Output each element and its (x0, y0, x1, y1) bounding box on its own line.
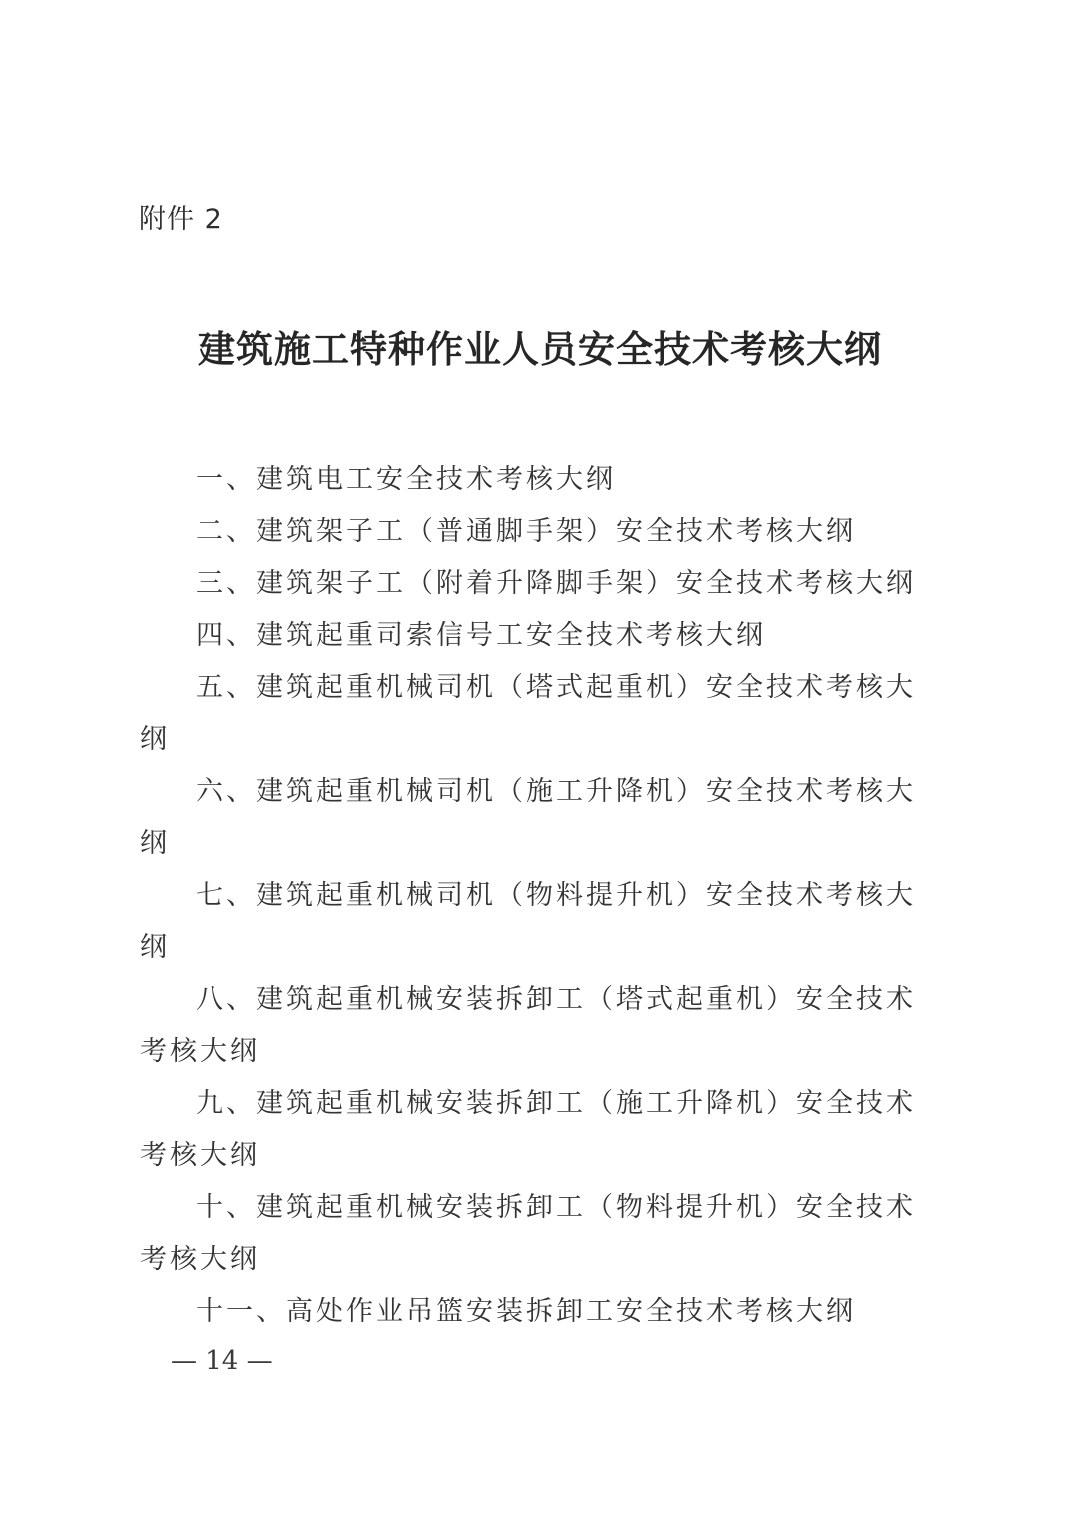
outline-item: 七、建筑起重机械司机（物料提升机）安全技术考核大纲 (140, 880, 916, 963)
outline-item: 十一、高处作业吊篮安装拆卸工安全技术考核大纲 (196, 1296, 856, 1327)
document-title: 建筑施工特种作业人员安全技术考核大纲 (198, 327, 882, 371)
outline-item: 三、建筑架子工（附着升降脚手架）安全技术考核大纲 (196, 568, 916, 599)
outline-list (140, 454, 940, 1338)
outline-item: 一、建筑电工安全技术考核大纲 (196, 464, 616, 495)
attachment-label: 附件 2 (139, 204, 223, 235)
outline-item: 四、建筑起重司索信号工安全技术考核大纲 (196, 620, 766, 651)
page-number: — 14 — (171, 1346, 273, 1376)
outline-item: 九、建筑起重机械安装拆卸工（施工升降机）安全技术考核大纲 (140, 1088, 916, 1171)
outline-item: 六、建筑起重机械司机（施工升降机）安全技术考核大纲 (140, 776, 916, 859)
outline-item: 八、建筑起重机械安装拆卸工（塔式起重机）安全技术考核大纲 (140, 984, 916, 1067)
outline-item: 五、建筑起重机械司机（塔式起重机）安全技术考核大纲 (140, 672, 916, 755)
outline-item: 二、建筑架子工（普通脚手架）安全技术考核大纲 (196, 516, 856, 547)
outline-item: 十、建筑起重机械安装拆卸工（物料提升机）安全技术考核大纲 (140, 1192, 916, 1275)
